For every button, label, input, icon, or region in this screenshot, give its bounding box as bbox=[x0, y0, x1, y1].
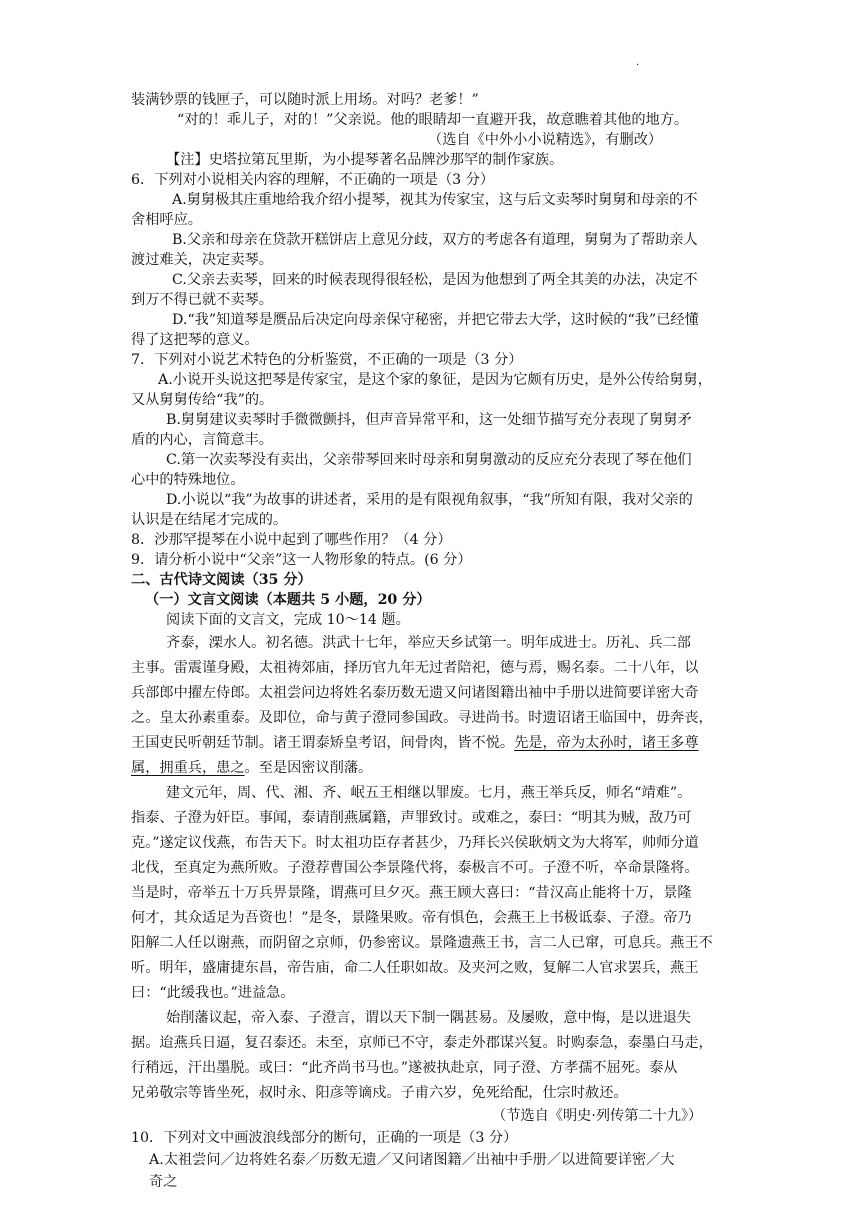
text-line: 二、古代诗文阅读（35 分） bbox=[131, 572, 312, 588]
text-line: 之。皇太孙素重泰。及即位，命与黄子澄同参国政。寻进尚书。时遗诏诸王临国中，毋奔丧， bbox=[131, 710, 713, 726]
text-line: 盾的内心，言简意丰。 bbox=[131, 432, 273, 448]
text-line: A.小说开头说这把琴是传家宝，是这个家的象征，是因为它颇有历史，是外公传给舅舅， bbox=[158, 372, 712, 388]
text-line: 主事。雷震谨身殿，太祖祷郊庙，择历官九年无过者陪祀，德与焉，赐名泰。二十八年，以 bbox=[131, 660, 699, 676]
text-line: 听。明年，盛庸捷东昌，帝告庙，命二人任职如故。及夹河之败，复解二人官求罢兵，燕王 bbox=[131, 960, 699, 976]
text-line: 行稍远，汗出墨脱。或曰：“此齐尚书马也。”遂被执赴京，同子澄、方孝孺不屈死。泰从 bbox=[131, 1060, 678, 1076]
text-line: 王国吏民听朝廷节制。诸王谓泰矫皇考诏，间骨肉，皆不悦。先是，帝为太孙时，诸王多尊 bbox=[131, 735, 699, 751]
text-line: 认识是在结尾才完成的。 bbox=[131, 512, 288, 528]
text-line: （一）文言文阅读（本题共 5 小题，20 分） bbox=[145, 592, 431, 608]
text-line: A.太祖尝问／边将姓名泰／历数无遗／又问诸图籍／出袖中手册／以进简要详密／大 bbox=[149, 1152, 675, 1168]
page-marker: · bbox=[636, 60, 640, 71]
text-line: 建文元年，周、代、湘、齐、岷五王相继以罪废。七月，燕王举兵反，师名“靖难”。 bbox=[166, 785, 692, 801]
text-line: 10．下列对文中画波浪线部分的断句，正确的一项是（3 分） bbox=[131, 1130, 518, 1146]
text-line: B.父亲和母亲在贷款开糕饼店上意见分歧，双方的考虑各有道理，舅舅为了帮助亲人 bbox=[172, 232, 698, 248]
text-line: 得了这把琴的意义。 bbox=[131, 332, 259, 348]
text-line: D.小说以“我”为故事的讲述者，采用的是有限视角叙事，“我”所知有限，我对父亲的 bbox=[166, 492, 693, 508]
text-line: 兄弟敬宗等皆坐死，叔时永、阳彦等谪戍。子甫六岁，免死给配，仕宗时赦还。 bbox=[131, 1085, 628, 1101]
text-line: 始削藩议起，帝入泰、子澄言，谓以天下制一隅甚易。及屡败，意中悔，是以进退失 bbox=[166, 1010, 691, 1026]
text-line: 阅读下面的文言文，完成 10～14 题。 bbox=[166, 612, 410, 628]
text-line: 又从舅舅传给“我”的。 bbox=[131, 392, 274, 408]
text-line: 心中的特殊地位。 bbox=[131, 472, 245, 488]
text-line: 北伐，至真定为燕所败。子澄荐曹国公李景隆代将，泰极言不可。子澄不听，卒命景隆将。 bbox=[131, 860, 699, 876]
text-line: 当是时，帝举五十万兵畀景隆，谓燕可旦夕灭。燕王顾大喜曰：“昔汉高止能将十万，景隆 bbox=[131, 885, 692, 901]
text-line: 何才，其众适足为吾资也！”是冬，景隆果败。帝有惧色，会燕王上书极诋泰、子澄。帝乃 bbox=[131, 910, 692, 926]
text-line: 8．沙那罕提琴在小说中起到了哪些作用？（4 分） bbox=[131, 532, 452, 548]
text-line: 克。”遂定议伐燕，布告天下。时太祖功臣存者甚少，乃拜长兴侯耿炳文为大将军，帅师分道 bbox=[131, 835, 699, 851]
underlined-text: 属，拥重兵，患之 bbox=[131, 760, 245, 776]
text-line: 舍相呼应。 bbox=[131, 212, 202, 228]
text-line: 6．下列对小说相关内容的理解，不正确的一项是（3 分） bbox=[131, 172, 495, 188]
text-line: （节选自《明史·列传第二十九》） bbox=[492, 1108, 703, 1124]
text-line: 奇之 bbox=[149, 1174, 178, 1190]
text-line: B.舅舅建议卖琴时手微微颤抖，但声音异常平和，这一处细节描写充分表现了舅舅矛 bbox=[166, 412, 692, 428]
text-line: 装满钞票的钱匣子，可以随时派上用场。对吗？老爹！” bbox=[131, 92, 479, 108]
text-line: 【注】史塔拉第瓦里斯，为小提琴著名品牌沙那罕的制作家族。 bbox=[166, 152, 564, 168]
text-line: 阳解二人任以谢燕，而阴留之京师，仍参密议。景隆遗燕王书，言二人已窜，可息兵。燕王不 bbox=[131, 935, 713, 951]
text-line: D.“我”知道琴是赝品后决定向母亲保守秘密，并把它带去大学，这时候的“我”已经懂 bbox=[172, 312, 699, 328]
text-line: 据。迨燕兵日逼，复召泰还。未至，京师已不守，泰走外郡谋兴复。时购泰急，泰墨白马走， bbox=[131, 1035, 713, 1051]
text-line: 7．下列对小说艺术特色的分析鉴赏，不正确的一项是（3 分） bbox=[131, 352, 523, 368]
text-line: 兵部郎中擢左侍郎。太祖尝问边将姓名泰历数无遗又问诸图籍出袖中手册以进简要详密大奇 bbox=[131, 685, 699, 701]
text-line: C.第一次卖琴没有卖出，父亲带琴回来时母亲和舅舅激动的反应充分表现了琴在他们 bbox=[166, 452, 692, 468]
text-line: （选自《中外小小说精选》，有删改） bbox=[428, 132, 663, 148]
underlined-text: 先是，帝为太孙时，诸王多尊 bbox=[514, 735, 699, 751]
text-line: 指泰、子澄为奸臣。事闻，泰请削燕属籍，声罪致讨。或难之，泰曰：“明其为贼，敌乃可 bbox=[131, 810, 692, 826]
text-line: 渡过难关，决定卖琴。 bbox=[131, 252, 273, 268]
text-line: 属，拥重兵，患之。至是因密议削藩。 bbox=[131, 760, 373, 776]
text-line: “对的！乖儿子，对的！”父亲说。他的眼睛却一直避开我，故意瞧着其他的地方。 bbox=[177, 112, 689, 128]
text-line: 9．请分析小说中“父亲”这一人物形象的特点。(6 分） bbox=[131, 552, 472, 568]
text-line: 齐泰，溧水人。初名德。洪武十七年，举应天乡试第一。明年成进士。历礼、兵二部 bbox=[166, 635, 691, 651]
text-line: A.舅舅极其庄重地给我介绍小提琴，视其为传家宝，这与后文卖琴时舅舅和母亲的不 bbox=[172, 192, 698, 208]
text-line: C.父亲去卖琴，回来的时候表现得很轻松，是因为他想到了两全其美的办法，决定不 bbox=[172, 272, 698, 288]
text-line: 曰：“此缓我也。”进益急。 bbox=[131, 985, 295, 1001]
text-line: 到万不得已就不卖琴。 bbox=[131, 292, 273, 308]
